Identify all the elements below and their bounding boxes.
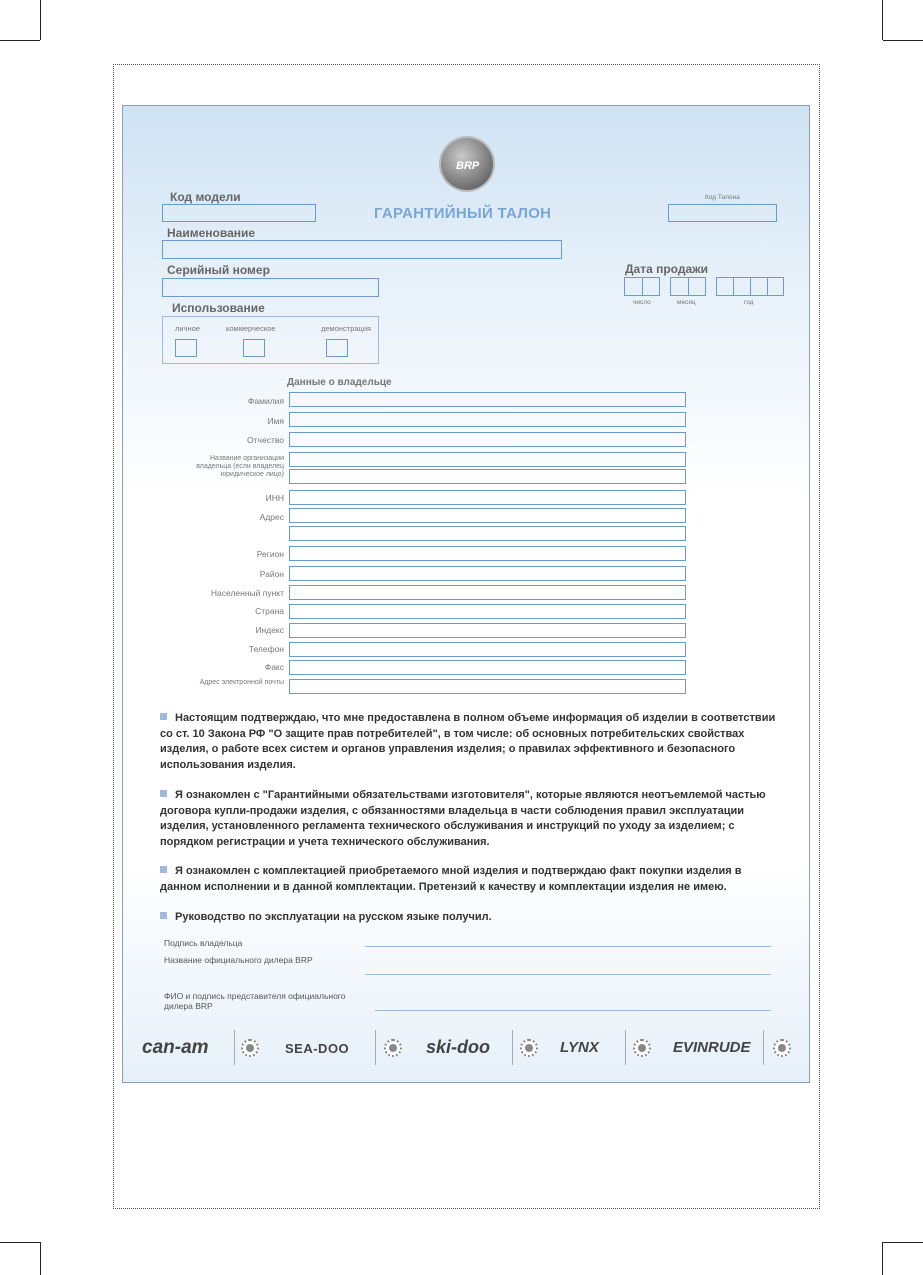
bullet-icon xyxy=(160,912,167,919)
owner-signature-label: Подпись владельца xyxy=(164,938,243,948)
bullet-icon xyxy=(160,866,167,873)
region-field[interactable] xyxy=(289,546,686,561)
brand-separator xyxy=(512,1030,513,1065)
owner-label-region: Регион xyxy=(256,549,284,559)
owner-label-phone: Телефон xyxy=(248,644,284,654)
organization-field-2[interactable] xyxy=(289,469,686,484)
address-field[interactable] xyxy=(289,508,686,523)
crop-mark xyxy=(40,1242,41,1275)
statement-4 xyxy=(160,910,780,926)
crop-mark xyxy=(883,40,923,41)
statement-3-text: Я ознакомлен с комплектацией приобретаемого мной изделия и подтверждаю факт покупки изделия в данном исполнении и в данной комплектации. Претензий к качеству и комплектации изделия не имею. xyxy=(160,865,742,893)
statement-1-text: Настоящим подтверждаю, что мне предоставлена в полном объеме информация об изделии в соответствии со ст. 10 Закона РФ "О защите прав потребителей", в том числе: об основных потребительских свойствах изделия, о работе всех систем и органов управления изделия; о правилах эффективного и безопасного использования изделия. xyxy=(160,712,776,771)
country-field[interactable] xyxy=(289,604,686,619)
owner-label-patronymic: Отчество xyxy=(247,435,284,445)
firstname-field[interactable] xyxy=(289,412,686,427)
usage-option-commercial-label: коммерческое xyxy=(226,324,276,333)
statement-2 xyxy=(160,788,780,850)
brp-gear-icon xyxy=(633,1039,651,1057)
crop-mark xyxy=(0,40,40,41)
owner-label-firstname: Имя xyxy=(267,416,284,426)
usage-personal-checkbox[interactable] xyxy=(175,339,197,357)
sale-date-label: Дата продажи xyxy=(625,262,709,276)
crop-mark xyxy=(882,0,883,40)
serial-field[interactable] xyxy=(162,278,379,297)
owner-label-email: Адрес электронной почты xyxy=(199,679,284,686)
day-label: число xyxy=(633,299,651,306)
dealer-name-label: Название официального дилера BRP xyxy=(164,955,313,965)
brand-sea-doo: SEA-DOO xyxy=(285,1041,350,1056)
dealer-rep-line[interactable] xyxy=(375,1010,771,1011)
divider xyxy=(642,277,643,296)
owner-label-postcode: Индекс xyxy=(255,625,284,635)
fax-field[interactable] xyxy=(289,660,686,675)
organization-field[interactable] xyxy=(289,452,686,467)
dealer-name-line[interactable] xyxy=(365,974,771,975)
brand-lynx: LYNX xyxy=(560,1039,599,1056)
owner-label-settlement: Населенный пункт xyxy=(210,588,284,598)
email-field[interactable] xyxy=(289,679,686,694)
brand-separator xyxy=(375,1030,376,1065)
brp-gear-icon xyxy=(241,1039,259,1057)
divider xyxy=(733,277,734,296)
divider xyxy=(767,277,768,296)
owner-signature-line[interactable] xyxy=(365,946,771,947)
brp-logo-text: BRP xyxy=(456,160,480,172)
district-field[interactable] xyxy=(289,566,686,581)
model-code-label: Код модели xyxy=(170,190,241,204)
postcode-field[interactable] xyxy=(289,623,686,638)
owner-label-address: Адрес xyxy=(259,512,284,522)
brand-ski-doo: ski-doo xyxy=(426,1037,491,1057)
bullet-icon xyxy=(160,713,167,720)
coupon-code-field[interactable] xyxy=(668,204,777,222)
divider xyxy=(688,277,689,296)
name-field[interactable] xyxy=(162,240,562,259)
statement-2-text: Я ознакомлен с "Гарантийными обязательствами изготовителя", которые являются неотъемлемой частью договора купли-продажи изделия, с обязанностями владельца в части соблюдения правил эксплуатации изделия, установленного регламента технического обслуживания и инструкций по уходу за изделием; с порядком регистрации и учета технического обслуживания. xyxy=(160,789,766,848)
usage-commercial-checkbox[interactable] xyxy=(243,339,265,357)
name-label: Наименование xyxy=(167,226,256,240)
owner-label-inn: ИНН xyxy=(265,493,284,503)
surname-field[interactable] xyxy=(289,392,686,407)
brp-gear-icon xyxy=(773,1039,791,1057)
brp-gear-icon xyxy=(520,1039,538,1057)
owner-label-country: Страна xyxy=(255,606,284,616)
statement-3 xyxy=(160,864,780,895)
patronymic-field[interactable] xyxy=(289,432,686,447)
crop-mark xyxy=(882,1242,883,1275)
brand-separator xyxy=(625,1030,626,1065)
owner-label-organization: Название организации владельца (если владелец юридическое лицо) xyxy=(196,455,284,478)
dealer-rep-label: ФИО и подпись представителя официального дилера BRP xyxy=(164,991,346,1011)
inn-field[interactable] xyxy=(289,490,686,505)
brand-separator xyxy=(234,1030,235,1065)
usage-option-personal-label: личное xyxy=(175,324,200,333)
usage-demo-checkbox[interactable] xyxy=(326,339,348,357)
year-label: год xyxy=(744,299,754,306)
usage-title: Использование xyxy=(172,301,265,315)
model-code-field[interactable] xyxy=(162,204,316,222)
usage-option-demo-label: демонстрация xyxy=(321,324,372,333)
brand-can-am: can-am xyxy=(142,1037,209,1058)
serial-label: Серийный номер xyxy=(167,263,270,277)
owner-label-district: Район xyxy=(259,569,284,579)
phone-field[interactable] xyxy=(289,642,686,657)
crop-mark xyxy=(883,1242,923,1243)
crop-mark xyxy=(0,1242,40,1243)
bullet-icon xyxy=(160,790,167,797)
coupon-code-label: Код Талона xyxy=(705,194,740,201)
brand-evinrude: EVINRUDE xyxy=(673,1039,751,1056)
brp-gear-icon xyxy=(384,1039,402,1057)
address-field-2[interactable] xyxy=(289,526,686,541)
owner-label-fax: Факс xyxy=(264,662,284,672)
statement-4-text: Руководство по эксплуатации на русском языке получил. xyxy=(175,911,492,923)
settlement-field[interactable] xyxy=(289,585,686,600)
brand-separator xyxy=(763,1030,764,1065)
month-label: месяц xyxy=(677,299,696,306)
page-title: ГАРАНТИЙНЫЙ ТАЛОН xyxy=(374,205,552,222)
owner-label-surname: Фамилия xyxy=(247,396,284,406)
owner-section-title: Данные о владельце xyxy=(287,377,392,388)
crop-mark xyxy=(40,0,41,40)
statement-1 xyxy=(160,711,780,773)
brp-logo xyxy=(441,138,493,190)
divider xyxy=(750,277,751,296)
